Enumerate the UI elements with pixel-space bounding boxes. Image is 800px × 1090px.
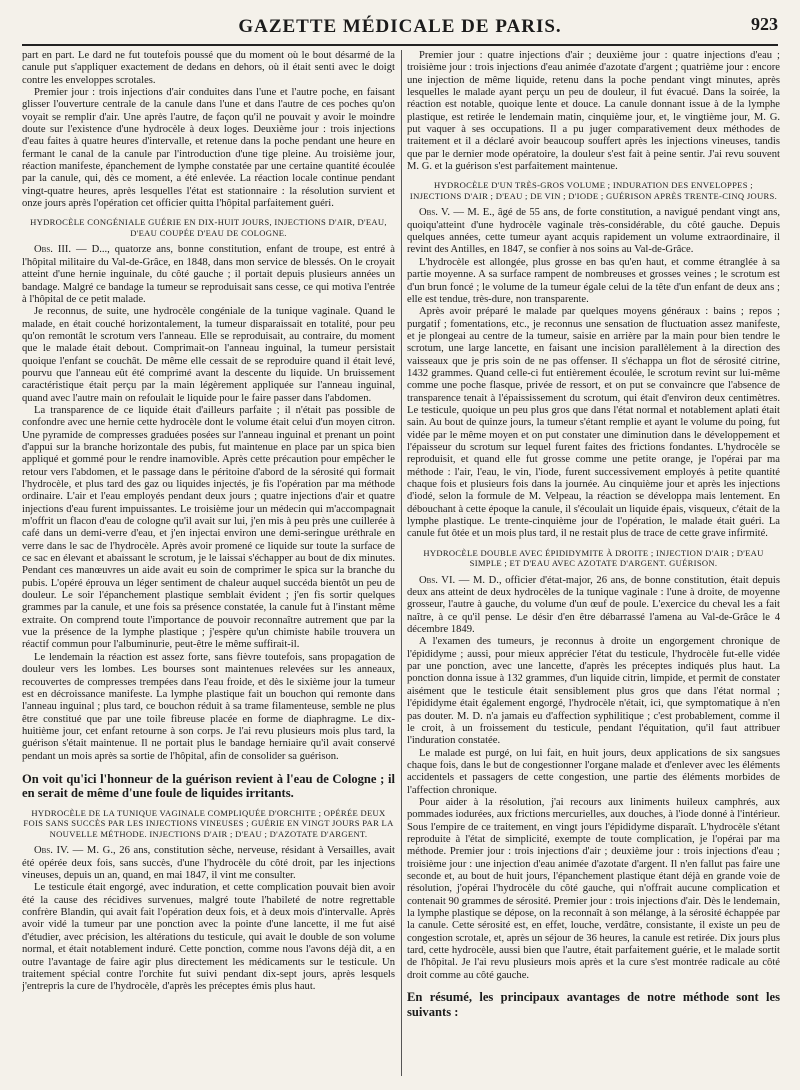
section-heading: HYDROCÈLE DOUBLE AVEC ÉPIDIDYMITE À DROITE ; INJECTION D'AIR ; D'EAU SIMPLE ; ET D'EAU AVEC AZOTATE D'ARGENT. GUÉRISON.	[423, 547, 764, 569]
body-paragraph	[22, 306, 395, 405]
page-header	[22, 10, 778, 42]
body-paragraph	[22, 882, 395, 993]
observation-label: Obs. III.	[34, 244, 72, 256]
left-column	[22, 50, 395, 1082]
paragraph-text: — M. G., 26 ans, constitution sèche, nerveuse, résidant à Versailles, avait été opérée deux fois, sans succès, d'une l'hydrocèle du côté droit, par les injections vineuses, depuis un an, quand, en mai 1847, il vint me consulter.	[22, 845, 395, 882]
body-paragraph	[22, 652, 395, 763]
paragraph-text: Le malade est purgé, on lui fait, en huit jours, deux applications de six sangsues chaque fois, dans le but de congestionner l'organe malade et d'enlever avec les éléments accidentels et passagers de cette congestion, une partie des éléments morbides de l'affection chronique.	[407, 747, 780, 796]
paragraph-text: — D..., quatorze ans, bonne constitution, enfant de troupe, est entré à l'hôpital militaire du Val-de-Grâce, en 1848, dans mon service de blessés. On le croyait atteint d'une hernie inguinale, du côté gauche ; il portait depuis plusieurs années un bandage. Malgré ce bandage la tumeur se reproduisait sans cesse, ce qui motiva l'entrée à l'hôpital de ce petit malade.	[22, 244, 395, 305]
observation-label: Obs. V.	[419, 207, 450, 219]
paragraph-text: Le testicule était engorgé, avec induration, et cette complication pouvait bien avoir été la cause des récidives survenues, malgré toute l'habileté de notre regrettable confrère Blandin, qui avait fait l'opération deux fois, et à deux mois d'intervalle. Après avoir vidé la tumeur par une ponction avec la pointe d'une lancette, il me fut aisé d'étudier, avec précision, les altérations du testicule, qui avait le double de son volume normal, et était notablement induré. Cette ponction, comme nous l'avons déjà dit, a en outre l'avantage de faire agir plus directement les médicaments sur le testicule. Un traitement spécial contre l'orchite fut suivi pendant dix-sept jours, après lesquels j'entrepris la cure de l'hydrocèle, d'après les préceptes émis plus haut.	[22, 882, 395, 993]
body-paragraph	[22, 50, 395, 87]
column-divider	[401, 50, 402, 1076]
observation-label: Obs. IV.	[34, 845, 69, 857]
paragraph-text: Premier jour : quatre injections d'air ; deuxième jour : quatre injections d'eau ; troisième jour : trois injections d'eau animée d'azotate d'argent ; quatrième jour : encore une injection de même liquide, retenu dans la poche pendant vingt minutes, après lesquelles le malade ayant perçu un peu de douleur, il fut évacué. Dans la soirée, la réaction est notable, quoique lente et douce. La canule donnant issue à de la lymphe plastique, est retirée le lendemain matin, cinquième jour, et, le vingtième jour, M. G. put vaquer à ses occupations. Il a pu juger comparativement deux méthodes de traitement et il a déclaré avoir beaucoup souffert après les injections vineuses, tandis que par le dernier mode opératoire, la douleur s'est fait à peine sentir. J'ai revu souvent M. G. et la guérison s'est parfaitement maintenue.	[407, 50, 780, 173]
body-paragraph	[407, 257, 780, 306]
summary-intro: En résumé, les principaux avantages de notre méthode sont les suivants :	[407, 990, 780, 1019]
body-paragraph	[407, 636, 780, 747]
observation-paragraph	[22, 845, 395, 882]
observation-paragraph	[22, 244, 395, 306]
body-paragraph	[22, 405, 395, 652]
paragraph-text: part en part. Le dard ne fut toutefois poussé que du moment où le bout désarmé de la canule put s'appliquer exactement de dedans en dehors, où il était senti avec le doigt contre les enveloppes scrotales.	[22, 50, 395, 86]
paragraph-text: La transparence de ce liquide était d'ailleurs parfaite ; il n'était pas possible de confondre avec une hernie cette hydrocèle dont le volume était celui d'un moyen citron. Une pyramide de compresses graduées posées sur l'anneau inguinal et prenant un point d'appui sur la branche horizontale des pubis, fut maintenue en place par un spica bien appliqué et gommé pour le rendre inamovible. Après cette précaution pour empêcher le retour vers l'abdomen, et le passage dans le péritoine d'abord de la sérosité qui formait l'hydrocèle, et plus tard des gaz ou liquides injectés, je fis l'opération par ma méthode ordinaire. L'air et l'eau employés pendant deux jours ; quatre injections d'air et quatre injections d'eau furent impuissantes. Le troisième jour un médecin qui m'accompagnait m'offrit un flacon d'eau de cologne qu'il avait sur lui, j'en mis à peu près une cuillerée à café dans un demi-verre d'eau, et j'en injectai environ une demi-seringue uréthrale en verre dans le sac de l'hydrocèle. Après avoir promené ce liquide sur toute la surface de ce sac en élevant et abaissant le scrotum, je le laissai s'échapper au bout de dix minutes. Pendant ces manœuvres un aide avait eu soin de comprimer le spica sur la branche du pubis. L'opéré éprouva un léger sentiment de chaleur auquel succéda bientôt un peu de douleur. Le soir l'épanchement plastique semblait évident ; j'en fis sortir quelques grammes par la canule, et une fois sa présence constatée, la canule fut à l'instant même extraite. On comprend toute l'importance de pouvoir reconnaître autrement que par la vue la présence de la lymphe plastique ; j'espère qu'un chimiste habile trouvera un réactif commun pour l'albuminurie, peut-être le même suffirait-il.	[22, 404, 395, 651]
observation-paragraph	[407, 207, 780, 256]
paragraph-text: Je reconnus, de suite, une hydrocèle congéniale de la tunique vaginale. Quand le malade, en était couché horizontalement, la tumeur disparaissait en totalité, pour peu qu'on remontât le scrotum vers l'anneau. Elle se reproduisait, au contraire, du moment que le malade était debout. Comprimait-on l'anneau inguinal, la tumeur persistait quoique l'enfant se couchât. De même elle cessait de se reproduire quand il était levé, pourvu que l'anneau eût été comprimé avant la descente du liquide. Un bruissement caractéristique était perçu par la main légèrement appliquée sur l'anneau inguinal, quand avec l'autre main on refoulait le liquide pour le faire passer dans l'abdomen.	[22, 306, 395, 404]
body-paragraph	[407, 748, 780, 797]
paragraph-text: — M. D., officier d'état-major, 26 ans, de bonne constitution, était depuis deux ans atteint de deux hydrocèles de la tunique vaginale : l'une à droite, de moyenne grosseur, l'autre à gauche, du volume d'un œuf de poule. L'exercice du cheval les a fait naître, à ce qu'il pense. Le désir d'en être débarrassé l'amena au Val-de-Grâce le 4 décembre 1849.	[407, 574, 780, 636]
body-paragraph	[407, 797, 780, 982]
section-heading: HYDROCÈLE DE LA TUNIQUE VAGINALE COMPLIQUÉE D'ORCHITE ; OPÉRÉE DEUX FOIS SANS SUCCÈS PAR LES INJECTIONS VINEUSES ; GUÉRIE EN VINGT JOURS PAR LA NOUVELLE MÉTHODE. INJECTIONS D'AIR ; D'EAU ; D'AZOTATE D'ARGENT.	[23, 807, 394, 839]
observation-label: Obs. VI.	[419, 574, 456, 586]
body-paragraph	[22, 87, 395, 210]
paragraph-text: Pour aider à la résolution, j'ai recours aux liniments huileux camphrés, aux pommades iodurées, aux frictions mercurielles, aux douches, à l'iode donné à l'intérieur. Sous l'empire de ce traitement, en vingt jours l'épididyme disparaît. L'hydrocèle s'étant reproduite à l'état de simplicité, exempte de toute complication, je l'opérai par ma méthode. Premier jour : trois injections d'air ; deuxième jour : trois injections d'eau ; troisième jour : une injection d'eau animée d'azotate d'argent. Il n'en fallut pas faire une seconde et, au bout de huit jours, l'épanchement plastique étant déjà en grande voie de résolution, j'opérai l'hydrocèle du côté gauche, qui n'offrait aucune complication et contenait 90 grammes de sérosité. Premier jour : trois injections d'air. Dès le lendemain, la lymphe plastique se dépose, on la reconnaît à son mélange, à la sérosité échappée par la canule. Cette sérosité est, en effet, louche, verdâtre, consistante, il existe un peu de congestion scrotale, et, après un séjour de 36 heures, la canule est retirée. Dix jours plus tard, cette hydrocèle, aussi bien que l'autre, était parfaitement guérie, et le malade sortit de l'hôpital. Je l'ai revu plusieurs mois après et la cure s'est montrée radicale au côté droit comme au côté gauche.	[407, 796, 780, 981]
running-title: GAZETTE MÉDICALE DE PARIS.	[238, 16, 562, 37]
right-column	[407, 50, 780, 1082]
body-paragraph	[407, 306, 780, 541]
paragraph-text: Le lendemain la réaction est assez forte, sans fièvre toutefois, sans propagation de douleur vers les lombes. Les bourses sont maintenues relevées sur les anneaux, recouvertes de compresses trempées dans l'eau froide, et dès le sixième jour la tumeur est en décroissance manifeste. La lymphe plastique fait un bouchon qui remonte dans l'anneau inguinal ; plus tard, ce bouchon réduit à sa trame filamenteuse, semble ne plus être constitué que par une toile fibreuse placée en forme de diaphragme. Le dix-huitième jour, cet enfant retourne à son corps. Je l'ai revu plusieurs mois plus tard, la guérison s'était maintenue. Il ne portait plus le bandage herniaire qu'il avait conservé pendant un mois après sa sortie de l'hôpital, afin de consolider sa guérison.	[22, 651, 395, 762]
conclusion-callout: On voit qu'ici l'honneur de la guérison revient à l'eau de Cologne ; il en serait de même d'une foule de liquides irritants.	[22, 771, 395, 801]
paragraph-text: Après avoir préparé le malade par quelques moyens généraux : bains ; repos ; purgatif ; fomentations, etc., je reconnus une sensation de fluctuation assez manifeste, et je plongeai au centre de la tumeur, saisie en arrière par la main pour bien tendre le scrotum, une large lancette, en faisant une incision parallèlement à la direction des vaisseaux que je pris soin de ne pas offenser. Il s'échappa un flot de sérosité citrine, 1432 grammes. Quand celle-ci fut entièrement écoulée, le scrotum revint sur lui-même comme une poche flasque, privée de ressort, et on put se convaincre que l'absence de transparence tenait à l'épaississement du scrotum, qui était d'environ deux centimètres. Le testicule, quoique un peu plus gros que dans l'état normal et notablement aplati était sain. Au bout de quinze jours, la tumeur s'étant remplie et ayant le volume du poing, fut vidée par le même moyen et on put constater une diminution dans le développement et l'épaisseur du scrotum sur lequel furent faites des frictions fondantes. L'hydrocèle se reproduisit, et quand elle fut grosse comme une petite orange, je l'opérai par ma méthode : l'air, l'eau, le vin, l'iode, furent successivement employés à petite quantité chaque fois et plusieurs fois dans la journée. Au cinquième jour et après les injections d'iodé, selon la formule de M. Velpeau, la réaction se développa mais lentement. En débouchant à cette époque la canule, il s'écoulait un liquide épais, visqueux, c'était de la lymphe plastique. Le trente-cinquième jour de l'opération, le malade était guéri. La canule fut ôtée et un mois plus tard, il ne restait plus de trace de cette grave infirmité.	[407, 306, 780, 540]
section-heading: HYDROCÈLE D'UN TRÈS-GROS VOLUME ; INDURATION DES ENVELOPPES ; INJECTIONS D'AIR ; D'EAU ; DE VIN ; D'IODE ; GUÉRISON APRÈS TRENTE-CINQ JOURS.	[409, 180, 778, 201]
section-heading: HYDROCÈLE CONGÉNIALE GUÉRIE EN DIX-HUIT JOURS, INJECTIONS D'AIR, D'EAU, D'EAU COUPÉE D'EAU DE COLOGNE.	[30, 217, 387, 238]
paragraph-text: Premier jour : trois injections d'air conduites dans l'une et l'autre poche, en faisant glisser l'ouverture centrale de la canule dans l'une et dans l'autre de ces poches qu'on voyait se remplir d'air. Une après l'autre, de façon qu'il ne pouvait y avoir le moindre doute sur l'existence d'une hydrocèle à deux loges. Deuxième jour : trois injections d'eau faites à quatre heures d'intervalle, et retenue dans la poche pendant une heure en fermant le canal de la canule par l'introduction d'une tige pleine. Au troisième jour, réaction manifeste, épanchement de lymphe constatée par une certaine quantité écoulée par la canule, qui, dès ce moment, a été enlevée. La réaction locale continue pendant vingt-quatre heures, après lesquelles l'état est stationnaire : la résolution survient et onze jours après l'opération cet officier quitta l'hôpital parfaitement guéri.	[22, 87, 395, 210]
paragraph-text: A l'examen des tumeurs, je reconnus à droite un engorgement chronique de l'épididyme ; aussi, pour mieux apprécier l'état du testicule, l'hydrocèle fut-elle vidée par une ponction, avec une lancette, d'après les préceptes indiqués plus haut. La ponction donna issue à 132 grammes, d'un liquide citrin, limpide, et permit de constater aisément que le testicule était sensiblement plus gros que dans l'état normal ; l'épididyme était également engorgé, l'hydrocèle n'était, ici, que symptomatique à n'en pas douter. M. D. n'a jamais eu d'affection syphilitique ; c'est probablement, comme il le croit, à un froissement du testicule, pendant l'équitation, qu'il faut attribuer l'induration constatée.	[407, 636, 780, 747]
header-rule	[22, 44, 778, 46]
paragraph-text: L'hydrocèle est allongée, plus grosse en bas qu'en haut, et comme étranglée à sa partie moyenne. A sa surface rampent de nombreuses et grosses veines ; le scrotum est d'un brun foncé ; le volume de la tumeur égale celui de la tête d'un enfant de deux ans ; elle est tendue, très-dure, non transparente.	[407, 256, 780, 305]
paragraph-text: — M. E., âgé de 55 ans, de forte constitution, a navigué pendant vingt ans, quoiqu'atteint d'une hydrocèle vaginale très-considérable, du côté gauche. Depuis quelques années, cette tumeur ayant acquis rapidement un volume extraordinaire, il revint des Antilles, en 1847, se confier à nos soins au Val-de-Grâce.	[407, 207, 780, 256]
body-paragraph	[407, 50, 780, 173]
page-number: 923	[751, 14, 778, 34]
article-columns	[22, 50, 778, 1082]
observation-paragraph	[407, 575, 780, 637]
